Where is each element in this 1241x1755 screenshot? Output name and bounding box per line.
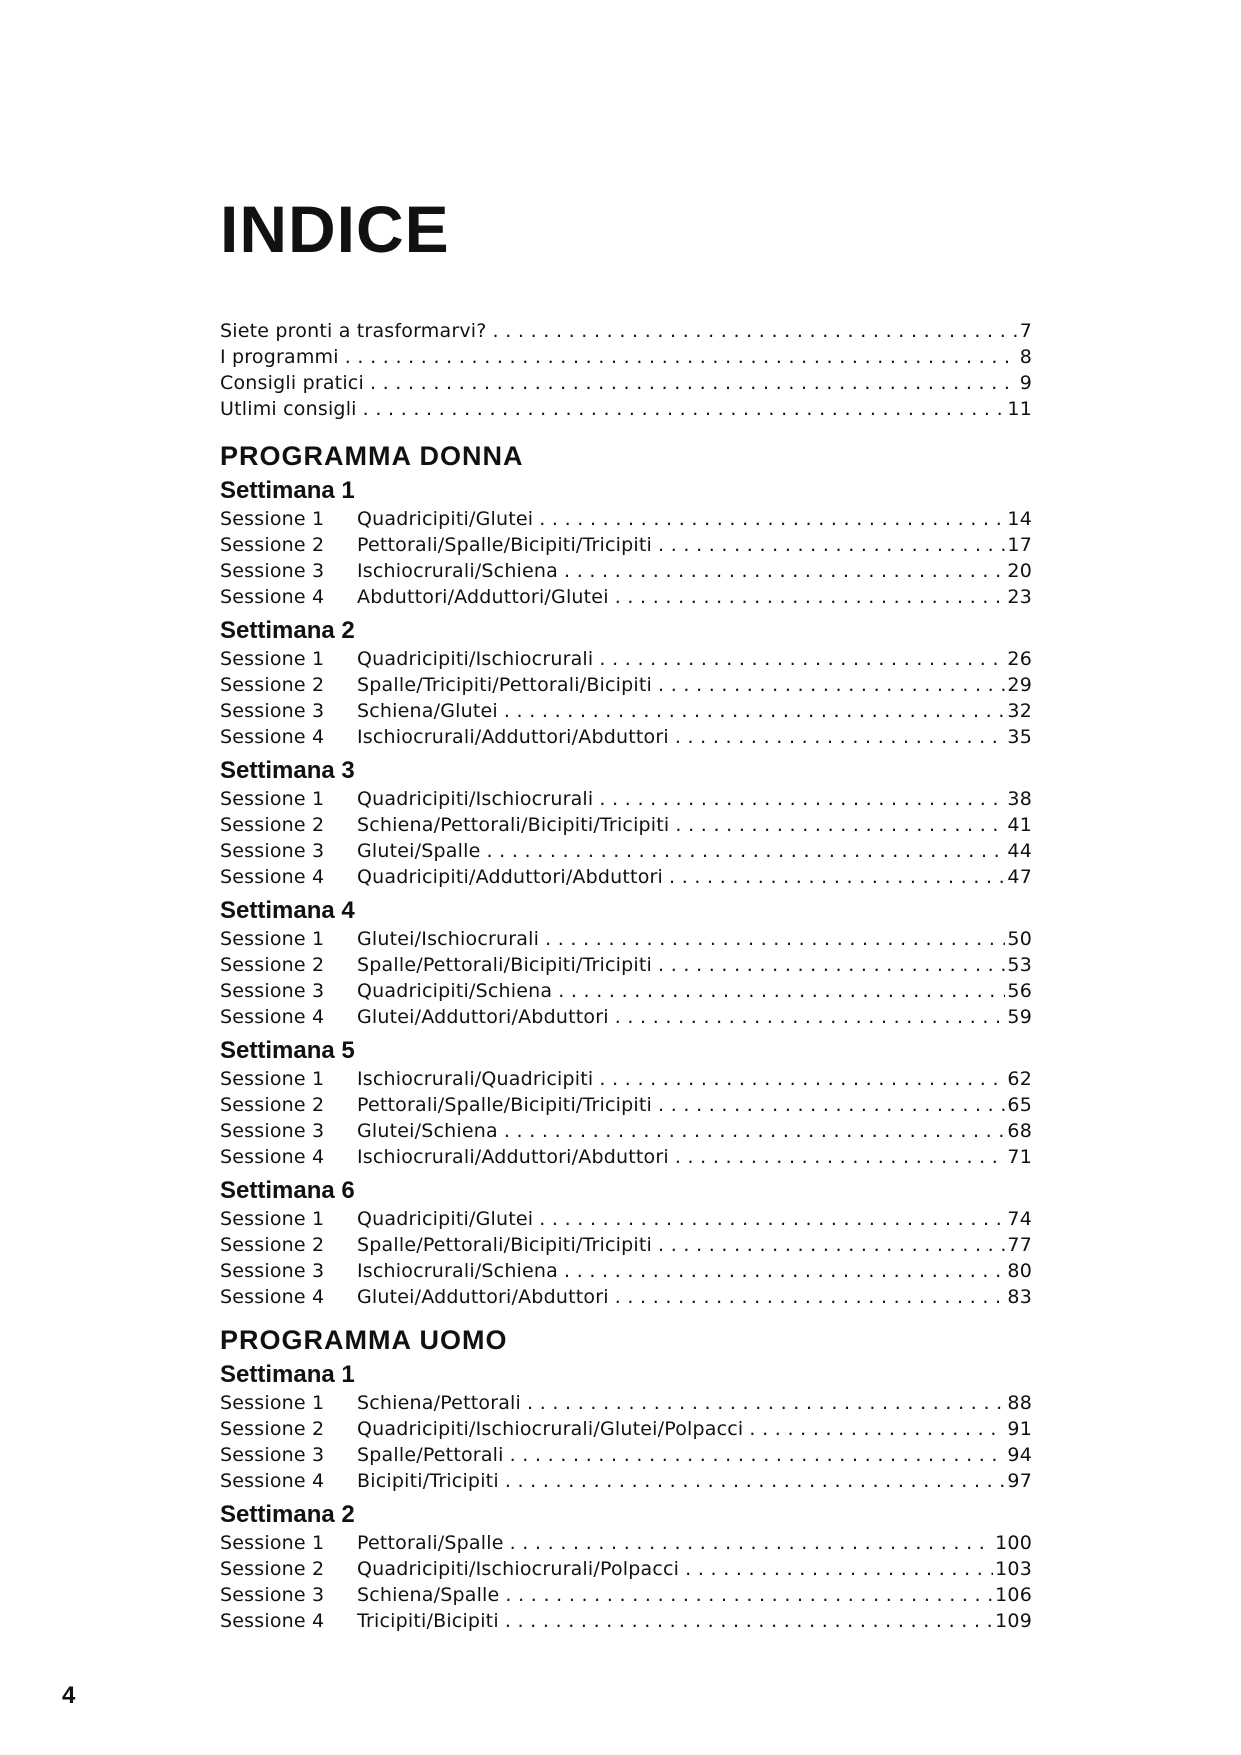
dot-leader [675, 812, 1005, 838]
session-number: Sessione 2 [220, 954, 325, 976]
session-number: Sessione 2 [220, 814, 325, 836]
session-entry [220, 558, 1032, 584]
session-number: Sessione 2 [220, 1558, 325, 1580]
dot-leader [504, 698, 1006, 724]
session-label: Quadricipiti/Schiena [357, 980, 553, 1002]
session-label: Ischiocrurali/Quadricipiti [357, 1068, 594, 1090]
session-number: Sessione 2 [220, 1418, 325, 1440]
entry-label: I programmi [220, 346, 339, 368]
sections [220, 422, 1032, 1634]
session-number: Sessione 4 [220, 1470, 325, 1492]
session-entry [220, 1530, 1032, 1556]
spacer [220, 1310, 1032, 1324]
session-entry [220, 1284, 1032, 1310]
session-entry [220, 864, 1032, 890]
session-entry [220, 698, 1032, 724]
session-page: 74 [1007, 1208, 1032, 1230]
dot-leader [545, 926, 1005, 952]
dot-leader [675, 1144, 1006, 1170]
session-label: Pettorali/Spalle/Bicipiti/Tricipiti [357, 1094, 653, 1116]
session-page: 32 [1007, 700, 1032, 722]
dot-leader [685, 1556, 993, 1582]
session-number: Sessione 1 [220, 1392, 325, 1414]
toc-entry [220, 396, 1032, 422]
session-label: Glutei/Ischiocrurali [357, 928, 540, 950]
session-label: Schiena/Pettorali/Bicipiti/Tricipiti [357, 814, 670, 836]
session-label: Quadricipiti/Ischiocrurali [357, 648, 594, 670]
session-entry [220, 1556, 1032, 1582]
week-heading: Settimana 1 [220, 1361, 355, 1388]
dot-leader [599, 1066, 1005, 1092]
session-label: Quadricipiti/Glutei [357, 508, 534, 530]
week-heading: Settimana 1 [220, 477, 355, 504]
dot-leader [363, 396, 1006, 422]
session-number: Sessione 2 [220, 674, 325, 696]
spacer [220, 422, 1032, 440]
session-label: Spalle/Pettorali [357, 1444, 504, 1466]
entry-page: 9 [1019, 372, 1032, 394]
session-entry [220, 1416, 1032, 1442]
session-label: Quadricipiti/Ischiocrurali/Glutei/Polpacci [357, 1418, 744, 1440]
session-number: Sessione 3 [220, 980, 325, 1002]
dot-leader [539, 1206, 1005, 1232]
session-label: Schiena/Glutei [357, 700, 498, 722]
dot-leader [615, 1284, 1006, 1310]
session-label: Quadricipiti/Ischiocrurali [357, 788, 594, 810]
session-entry [220, 978, 1032, 1004]
session-entry [220, 724, 1032, 750]
entry-page: 8 [1019, 346, 1032, 368]
dot-leader [675, 724, 1006, 750]
session-number: Sessione 2 [220, 534, 325, 556]
session-entry [220, 1608, 1032, 1634]
session-label: Quadricipiti/Ischiocrurali/Polpacci [357, 1558, 680, 1580]
session-number: Sessione 3 [220, 1444, 325, 1466]
week-heading: Settimana 3 [220, 757, 355, 784]
section-heading: PROGRAMMA UOMO [220, 1325, 508, 1355]
session-page: 56 [1007, 980, 1032, 1002]
session-entry [220, 1258, 1032, 1284]
session-entry [220, 1232, 1032, 1258]
week-heading: Settimana 6 [220, 1177, 355, 1204]
week-heading: Settimana 4 [220, 897, 355, 924]
week-heading: Settimana 2 [220, 617, 355, 644]
session-page: 109 [995, 1610, 1032, 1632]
session-number: Sessione 1 [220, 1208, 325, 1230]
session-entry [220, 1582, 1032, 1608]
session-page: 97 [1007, 1470, 1032, 1492]
dot-leader [504, 1118, 1006, 1144]
session-number: Sessione 4 [220, 1610, 325, 1632]
entry-label: Consigli pratici [220, 372, 364, 394]
session-number: Sessione 1 [220, 1068, 325, 1090]
dot-leader [505, 1582, 993, 1608]
dot-leader [539, 506, 1005, 532]
dot-leader [505, 1608, 993, 1634]
dot-leader [599, 786, 1005, 812]
session-page: 53 [1007, 954, 1032, 976]
session-label: Schiena/Pettorali [357, 1392, 522, 1414]
session-entry [220, 1442, 1032, 1468]
session-label: Glutei/Schiena [357, 1120, 498, 1142]
session-number: Sessione 1 [220, 648, 325, 670]
session-label: Glutei/Spalle [357, 840, 481, 862]
session-label: Pettorali/Spalle [357, 1532, 504, 1554]
dot-leader [493, 318, 1018, 344]
session-label: Quadricipiti/Adduttori/Abduttori [357, 866, 664, 888]
session-page: 17 [1007, 534, 1032, 556]
toc-entry [220, 318, 1032, 344]
session-entry [220, 532, 1032, 558]
dot-leader [486, 838, 1005, 864]
session-entry [220, 926, 1032, 952]
page-number: 4 [62, 1682, 76, 1709]
session-page: 23 [1007, 586, 1032, 608]
dot-leader [599, 646, 1005, 672]
session-page: 83 [1007, 1286, 1032, 1308]
session-entry [220, 506, 1032, 532]
session-entry [220, 646, 1032, 672]
session-label: Tricipiti/Bicipiti [357, 1610, 499, 1632]
session-entry [220, 1468, 1032, 1494]
session-label: Schiena/Spalle [357, 1584, 500, 1606]
entry-label: Utlimi consigli [220, 398, 357, 420]
dot-leader [564, 1258, 1005, 1284]
entry-page: 11 [1007, 398, 1032, 420]
session-label: Ischiocrurali/Schiena [357, 560, 559, 582]
session-entry [220, 1004, 1032, 1030]
session-page: 68 [1007, 1120, 1032, 1142]
session-label: Quadricipiti/Glutei [357, 1208, 534, 1230]
dot-leader [558, 978, 1005, 1004]
dot-leader [527, 1390, 1005, 1416]
dot-leader [370, 370, 1018, 396]
session-number: Sessione 2 [220, 1234, 325, 1256]
session-entry [220, 786, 1032, 812]
session-entry [220, 672, 1032, 698]
session-number: Sessione 3 [220, 1584, 325, 1606]
session-page: 59 [1007, 1006, 1032, 1028]
dot-leader [749, 1416, 1005, 1442]
session-label: Ischiocrurali/Schiena [357, 1260, 559, 1282]
session-label: Glutei/Adduttori/Abduttori [357, 1006, 609, 1028]
section-heading: PROGRAMMA DONNA [220, 441, 524, 471]
session-page: 35 [1007, 726, 1032, 748]
session-entry [220, 812, 1032, 838]
session-entry [220, 1390, 1032, 1416]
session-entry [220, 838, 1032, 864]
session-label: Spalle/Tricipiti/Pettorali/Bicipiti [357, 674, 653, 696]
session-page: 77 [1007, 1234, 1032, 1256]
session-page: 38 [1007, 788, 1032, 810]
session-number: Sessione 2 [220, 1094, 325, 1116]
session-number: Sessione 1 [220, 1532, 325, 1554]
session-number: Sessione 4 [220, 1006, 325, 1028]
session-label: Ischiocrurali/Adduttori/Abduttori [357, 1146, 669, 1168]
session-number: Sessione 4 [220, 586, 325, 608]
session-page: 65 [1007, 1094, 1032, 1116]
session-page: 26 [1007, 648, 1032, 670]
toc-entry [220, 344, 1032, 370]
session-number: Sessione 3 [220, 700, 325, 722]
session-entry [220, 1066, 1032, 1092]
session-page: 91 [1007, 1418, 1032, 1440]
dot-leader [658, 1232, 1005, 1258]
entry-page: 7 [1019, 320, 1032, 342]
dot-leader [345, 344, 1018, 370]
week-heading: Settimana 5 [220, 1037, 355, 1064]
toc-entry [220, 370, 1032, 396]
session-entry [220, 584, 1032, 610]
dot-leader [510, 1442, 1006, 1468]
session-number: Sessione 1 [220, 928, 325, 950]
session-label: Bicipiti/Tricipiti [357, 1470, 499, 1492]
dot-leader [615, 584, 1006, 610]
session-page: 94 [1007, 1444, 1032, 1466]
session-number: Sessione 1 [220, 508, 325, 530]
session-entry [220, 1118, 1032, 1144]
dot-leader [615, 1004, 1006, 1030]
entry-label: Siete pronti a trasformarvi? [220, 320, 487, 342]
session-page: 29 [1007, 674, 1032, 696]
session-page: 47 [1007, 866, 1032, 888]
session-page: 106 [995, 1584, 1032, 1606]
session-page: 100 [995, 1532, 1032, 1554]
session-entry [220, 1144, 1032, 1170]
session-number: Sessione 3 [220, 840, 325, 862]
session-label: Glutei/Adduttori/Abduttori [357, 1286, 609, 1308]
session-number: Sessione 3 [220, 560, 325, 582]
session-number: Sessione 3 [220, 1260, 325, 1282]
session-label: Ischiocrurali/Adduttori/Abduttori [357, 726, 669, 748]
week-heading: Settimana 2 [220, 1501, 355, 1528]
session-page: 80 [1007, 1260, 1032, 1282]
session-page: 50 [1007, 928, 1032, 950]
session-entry [220, 952, 1032, 978]
session-page: 62 [1007, 1068, 1032, 1090]
session-label: Abduttori/Adduttori/Glutei [357, 586, 609, 608]
session-number: Sessione 4 [220, 1146, 325, 1168]
session-number: Sessione 4 [220, 726, 325, 748]
dot-leader [658, 952, 1005, 978]
dot-leader [510, 1530, 994, 1556]
session-page: 44 [1007, 840, 1032, 862]
session-page: 103 [995, 1558, 1032, 1580]
dot-leader [658, 672, 1005, 698]
session-number: Sessione 4 [220, 866, 325, 888]
session-number: Sessione 4 [220, 1286, 325, 1308]
page-title: INDICE [220, 192, 450, 266]
session-page: 71 [1007, 1146, 1032, 1168]
session-entry [220, 1092, 1032, 1118]
session-page: 14 [1007, 508, 1032, 530]
session-number: Sessione 3 [220, 1120, 325, 1142]
session-page: 20 [1007, 560, 1032, 582]
dot-leader [564, 558, 1005, 584]
session-label: Spalle/Pettorali/Bicipiti/Tricipiti [357, 1234, 653, 1256]
table-of-contents [220, 318, 1032, 1634]
dot-leader [658, 532, 1005, 558]
dot-leader [505, 1468, 1006, 1494]
session-number: Sessione 1 [220, 788, 325, 810]
session-entry [220, 1206, 1032, 1232]
dot-leader [658, 1092, 1005, 1118]
session-page: 88 [1007, 1392, 1032, 1414]
dot-leader [669, 864, 1005, 890]
session-page: 41 [1007, 814, 1032, 836]
session-label: Spalle/Pettorali/Bicipiti/Tricipiti [357, 954, 653, 976]
session-label: Pettorali/Spalle/Bicipiti/Tricipiti [357, 534, 653, 556]
